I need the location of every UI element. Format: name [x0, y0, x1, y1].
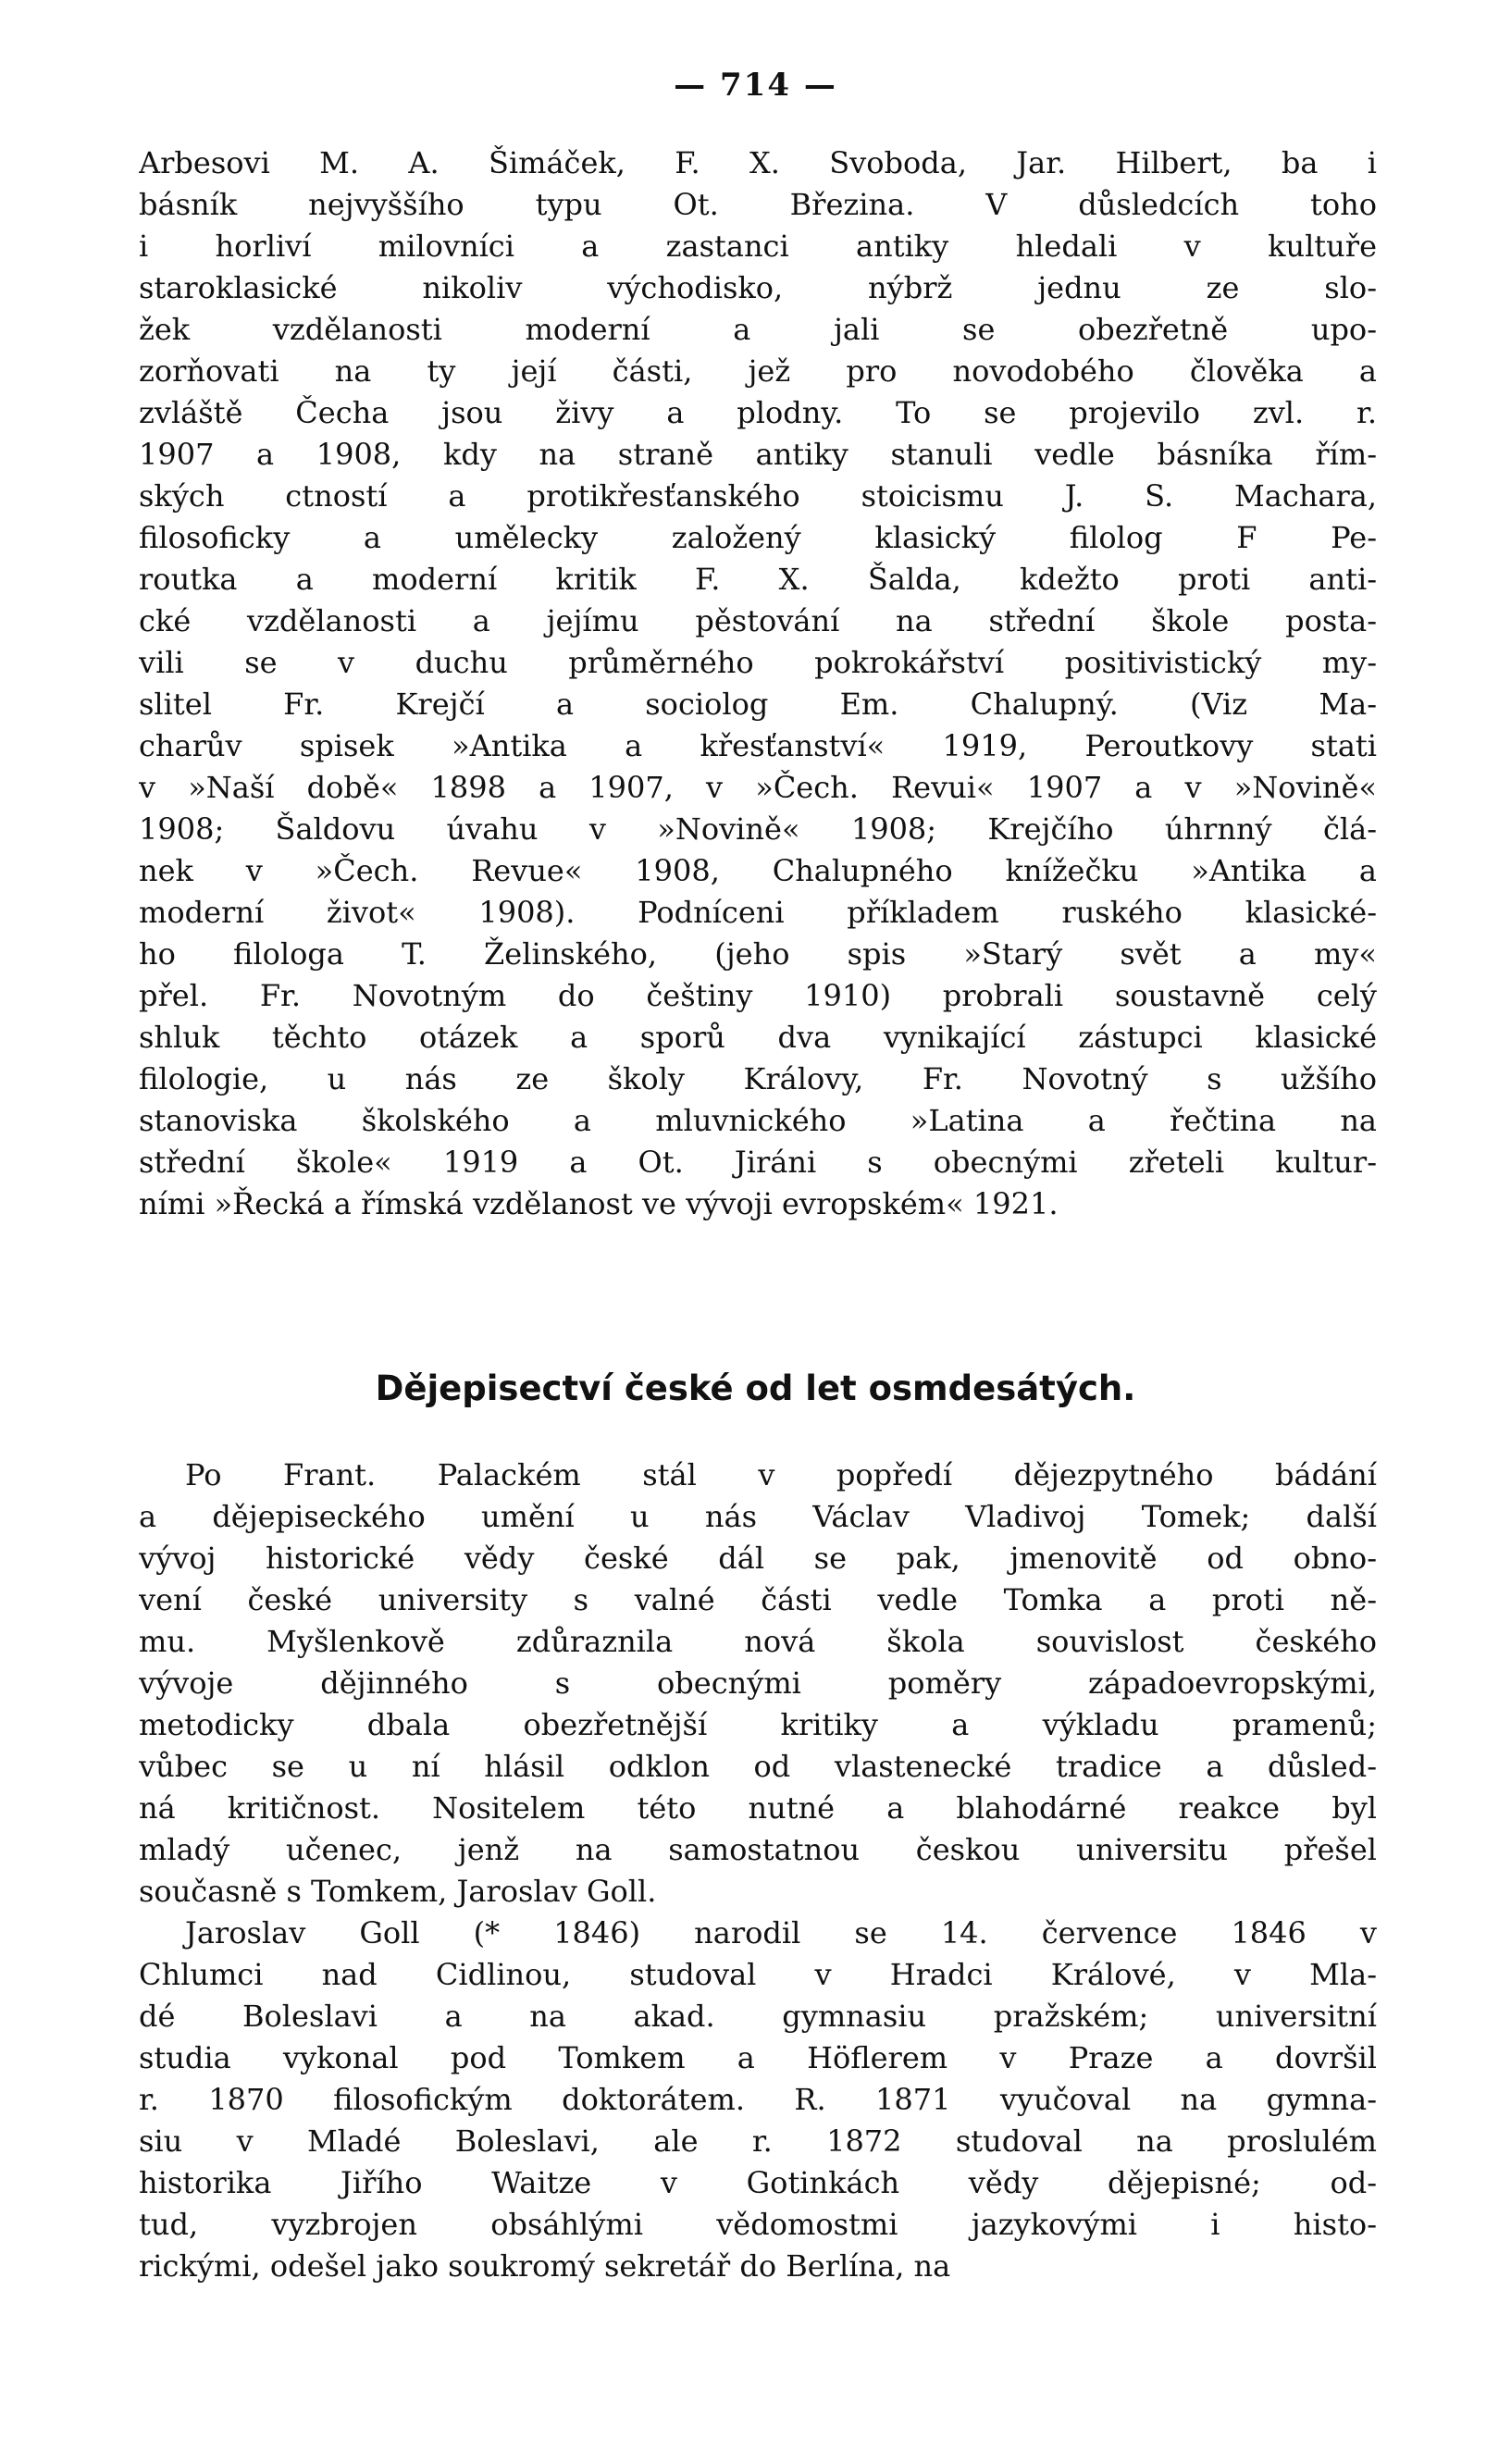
text-line: básník nejvyššího typu Ot. Březina. V důsledcích toho — [139, 187, 1377, 222]
text-line: vili se v duchu průměrného pokrokářství positivistický my- — [139, 645, 1377, 680]
text-line: střední škole« 1919 a Ot. Jiráni s obecnými zřeteli kultur- — [139, 1145, 1377, 1180]
text-line: současně s Tomkem, Jaroslav Goll. — [139, 1874, 657, 1909]
text-line: rickými, odešel jako soukromý sekretář do Berlína, na — [139, 2248, 951, 2284]
text-line: shluk těchto otázek a sporů dva vynikající zástupci klasické — [139, 1020, 1377, 1055]
text-line: mu. Myšlenkově zdůraznila nová škola souvislost českého — [139, 1624, 1377, 1659]
text-line: v »Naší době« 1898 a 1907, v »Čech. Revui« 1907 a v »Novině« — [139, 770, 1377, 805]
page-number: — 714 — — [674, 67, 837, 104]
text-line: Jaroslav Goll (* 1846) narodil se 14. července 1846 v — [185, 1915, 1377, 1950]
text-line: nek v »Čech. Revue« 1908, Chalupného knížečku »Antika a — [139, 853, 1377, 888]
text-line: moderní život« 1908). Podníceni příkladem ruského klasické- — [139, 895, 1377, 930]
text-line: žek vzdělanosti moderní a jali se obezřetně upo- — [139, 312, 1377, 347]
text-line: ná kritičnost. Nositelem této nutné a blahodárné reakce byl — [139, 1790, 1377, 1826]
text-line: Chlumci nad Cidlinou, studoval v Hradci Králové, v Mla- — [139, 1957, 1377, 1992]
paragraph-antiquity — [139, 142, 1377, 1225]
text-line: filosoficky a umělecky založený klasický filolog F Pe- — [139, 520, 1377, 555]
text-line: ských ctností a protikřesťanského stoicismu J. S. Machara, — [139, 478, 1377, 514]
text-line: ho filologa T. Želinského, (jeho spis »Starý svět a my« — [139, 936, 1377, 972]
text-line: zorňovati na ty její části, jež pro novodobého člověka a — [139, 353, 1377, 389]
text-line: vývoje dějinného s obecnými poměry západoevropskými, — [139, 1665, 1377, 1701]
text-line: studia vykonal pod Tomkem a Höflerem v Praze a dovršil — [139, 2040, 1377, 2075]
text-line: dé Boleslavi a na akad. gymnasiu pražském; universitní — [139, 1999, 1377, 2034]
text-line: tud, vyzbrojen obsáhlými vědomostmi jazykovými i histo- — [139, 2207, 1377, 2242]
text-line: historika Jiřího Waitze v Gotinkách vědy dějepisné; od- — [139, 2165, 1377, 2200]
text-line: přel. Fr. Novotným do češtiny 1910) probrali soustavně celý — [139, 978, 1377, 1013]
text-line: 1907 a 1908, kdy na straně antiky stanuli vedle básníka řím- — [139, 437, 1377, 472]
text-line: vývoj historické vědy české dál se pak, jmenovitě od obno- — [139, 1541, 1377, 1576]
text-line: charův spisek »Antika a křesťanství« 1919, Peroutkovy stati — [139, 728, 1377, 763]
text-line: i horliví milovníci a zastanci antiky hledali v kultuře — [139, 229, 1377, 264]
text-line: routka a moderní kritik F. X. Šalda, kdežto proti anti- — [139, 562, 1377, 597]
text-line: vení české university s valné části vedle Tomka a proti ně- — [139, 1582, 1377, 1617]
text-line: slitel Fr. Krejčí a sociolog Em. Chalupný. (Viz Ma- — [139, 687, 1377, 722]
text-line: cké vzdělanosti a jejímu pěstování na střední škole posta- — [139, 603, 1377, 638]
text-line: r. 1870 filosofickým doktorátem. R. 1871 vyučoval na gymna- — [139, 2082, 1377, 2117]
section-heading: Dějepisectví české od let osmdesátých. — [375, 1368, 1136, 1408]
text-line: metodicky dbala obezřetnější kritiky a výkladu pramenů; — [139, 1707, 1377, 1742]
text-line: mladý učenec, jenž na samostatnou českou universitu přešel — [139, 1832, 1377, 1867]
text-line: ními »Řecká a římská vzdělanost ve vývoji evropském« 1921. — [139, 1186, 1059, 1221]
text-line: stanoviska školského a mluvnického »Latina a řečtina na — [139, 1103, 1377, 1138]
text-line: siu v Mladé Boleslavi, ale r. 1872 studoval na proslulém — [139, 2123, 1377, 2159]
text-line: Po Frant. Palackém stál v popředí dějezpytného bádání — [185, 1457, 1377, 1492]
text-line: zvláště Čecha jsou živy a plodny. To se projevilo zvl. r. — [139, 395, 1377, 430]
paragraph-historiography — [139, 1455, 1377, 2287]
text-line: staroklasické nikoliv východisko, nýbrž jednu ze slo- — [139, 270, 1377, 305]
text-line: Arbesovi M. A. Šimáček, F. X. Svoboda, Jar. Hilbert, ba i — [139, 145, 1377, 180]
text-line: 1908; Šaldovu úvahu v »Novině« 1908; Krejčího úhrnný člá- — [139, 811, 1377, 847]
text-line: a dějepiseckého umění u nás Václav Vladivoj Tomek; další — [139, 1499, 1377, 1534]
text-line: vůbec se u ní hlásil odklon od vlastenecké tradice a důsled- — [139, 1749, 1377, 1784]
text-line: filologie, u nás ze školy Královy, Fr. Novotný s užšího — [139, 1061, 1377, 1096]
